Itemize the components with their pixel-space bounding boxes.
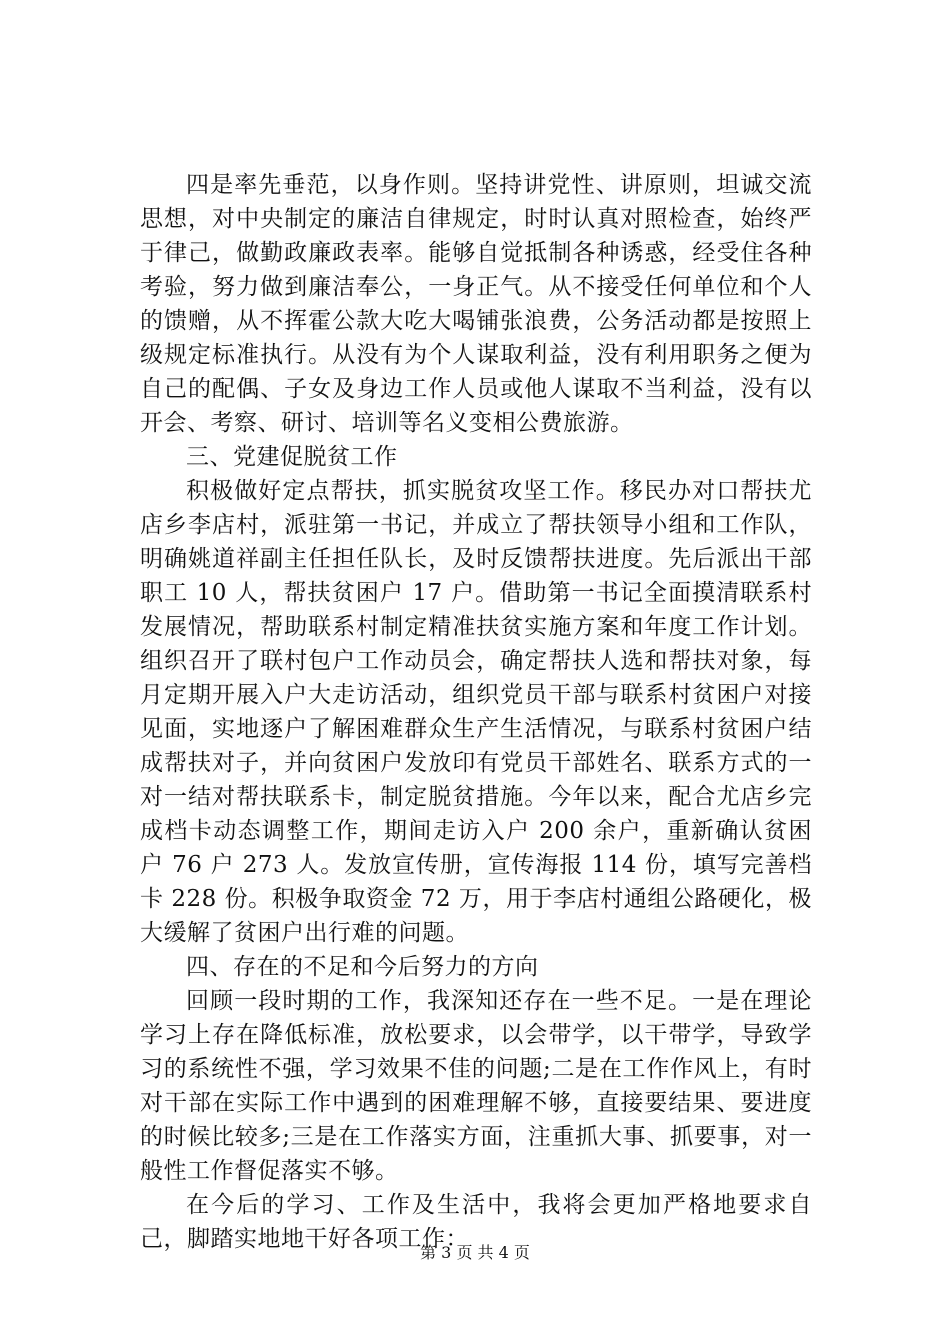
section-heading-shortcomings: 四、存在的不足和今后努力的方向	[186, 954, 539, 980]
paragraph-poverty-alleviation: 积极做好定点帮扶，抓实脱贫攻坚工作。移民办对口帮扶尤店乡李店村，派驻第一书记，并成立了帮扶领导小组和工作队，明确姚道祥副主任担任队长，及时反馈帮扶进度。先后派出干部职工 10 人，帮扶贫困户 17 户。借助第一书记全面摸清联系村发展情况，帮助联系村制定精准扶贫实施方案和年度工作计划。组织召开了联村包户工作动员会，确定帮扶人选和帮扶对象，每月定期开展入户大走访活动，组织党员干部与联系村贫困户对接见面，实地逐户了解困难群众生产生活情况，与联系村贫困户结成帮扶对子，并向贫困户发放印有党员干部姓名、联系方式的一对一结对帮扶联系卡，制定脱贫措施。今年以来，配合尤店乡完成档卡动态调整工作，期间走访入户 200 余户，重新确认贫困户 76 户 273 人。发放宣传册，宣传海报 114 份，填写完善档卡 228 份。积极争取资金 72 万，用于李店村通组公路硬化，极大缓解了贫困户出行难的问题。	[140, 478, 812, 946]
document-body	[140, 168, 812, 1256]
page-footer	[0, 1242, 950, 1264]
page-number: 第 3 页 共 4 页	[420, 1243, 530, 1262]
section-heading-poverty-alleviation: 三、党建促脱贫工作	[186, 444, 398, 470]
paragraph-future-commitment: 在今后的学习、工作及生活中，我将会更加严格地要求自己，脚踏实地地干好各项工作：	[140, 1192, 812, 1252]
paragraph-leading-by-example: 四是率先垂范，以身作则。坚持讲党性、讲原则，坦诚交流思想，对中央制定的廉洁自律规定，时时认真对照检查，始终严于律己，做勤政廉政表率。能够自觉抵制各种诱惑，经受住各种考验，努力做到廉洁奉公，一身正气。从不接受任何单位和个人的馈赠，从不挥霍公款大吃大喝铺张浪费，公务活动都是按照上级规定标准执行。从没有为个人谋取利益，没有利用职务之便为自己的配偶、子女及身边工作人员或他人谋取不当利益，没有以开会、考察、研讨、培训等名义变相公费旅游。	[140, 172, 812, 436]
paragraph-shortcomings: 回顾一段时期的工作，我深知还存在一些不足。一是在理论学习上存在降低标准，放松要求，以会带学，以干带学，导致学习的系统性不强，学习效果不佳的问题;二是在工作作风上，有时对干部在实际工作中遇到的困难理解不够，直接要结果、要进度的时候比较多;三是在工作落实方面，注重抓大事、抓要事，对一般性工作督促落实不够。	[140, 988, 812, 1184]
